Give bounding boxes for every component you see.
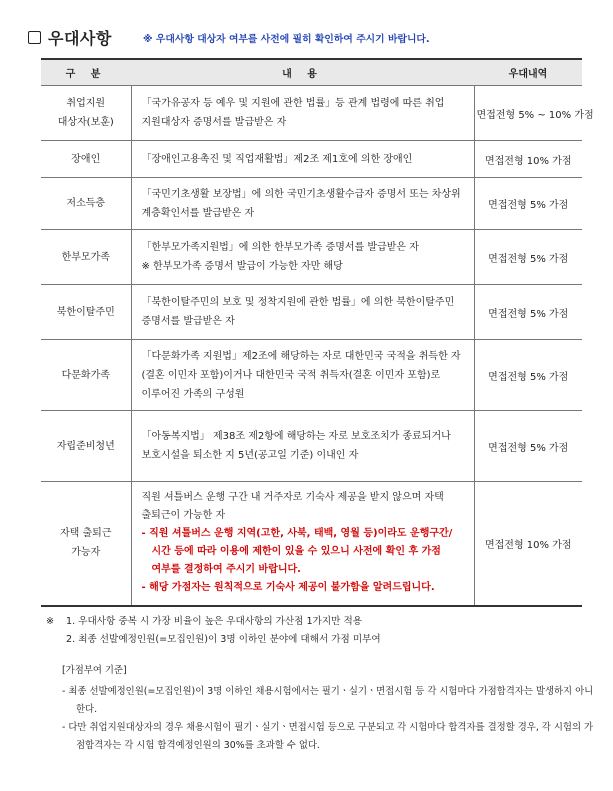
table-row bbox=[41, 482, 582, 606]
warning-text: - 직원 셔틀버스 운행 지역(고한, 사북, 태백, 영월 등)이라도 운행구간/ bbox=[141, 528, 453, 540]
preference-table bbox=[41, 58, 594, 607]
row-category: 한부모가족 bbox=[41, 230, 131, 285]
table-row bbox=[41, 411, 582, 482]
row-benefit: 면접전형 10% 가점 bbox=[474, 482, 582, 606]
warning-text: - 해당 가점자는 원칙적으로 기숙사 제공이 불가함을 알려드립니다. bbox=[141, 582, 435, 594]
row-benefit: 면접전형 5% 가점 bbox=[474, 178, 582, 230]
table-row bbox=[41, 178, 582, 230]
row-content: 「다문화가족 지원법」제2조에 해당하는 자로 대한민국 국적을 취득한 자 (결혼 이민자 포함)이거나 대한민국 국적 취득자(결혼 이민자 포함)로 이루어진 가족의 구성원 bbox=[131, 340, 474, 411]
table-row bbox=[41, 86, 582, 141]
column-header-benefit: 우대내역 bbox=[474, 59, 582, 86]
row-category: 북한이탈주민 bbox=[41, 285, 131, 340]
table-row bbox=[41, 285, 582, 340]
criteria-item: - 최종 선발예정인원(=모집인원)이 3명 이하인 채용시험에서는 필기ㆍ실기ㆍ면접시험 등 각 시험마다 가점합격자는 발생하지 아니한다. bbox=[62, 686, 594, 715]
column-header-category: 구 분 bbox=[41, 59, 131, 86]
warning-text: 시간 등에 따라 이용에 제한이 있을 수 있으니 사전에 확인 후 가점 bbox=[151, 546, 441, 558]
row-content: 직원 셔틀버스 운행 구간 내 거주자로 기숙사 제공을 받지 않으며 자택 출퇴근이 가능한 자 - 직원 셔틀버스 운행 지역(고한, 사북, 태백, 영월 등)이라도 운행구간/ 시간 등에 따라 이용에 제한이 있을 수 있으니 사전에 확인 후 가점 여부를 결정하여 주시기 바랍니다. - 해당 가점자는 원칙적으로 기숙사 제공이 불가함을 알려드립니다. bbox=[131, 482, 474, 606]
row-category: 취업지원 대상자(보훈) bbox=[41, 86, 131, 141]
footnotes bbox=[46, 613, 596, 649]
row-content: 「장애인고용촉진 및 직업재활법」제2조 제1호에 의한 장애인 bbox=[131, 141, 474, 178]
column-header-content: 내 용 bbox=[131, 59, 474, 86]
row-content: 「국민기초생활 보장법」에 의한 국민기초생활수급자 증명서 또는 차상위 계층확인서를 발급받은 자 bbox=[131, 178, 474, 230]
notice-text: ※ 우대사항 대상자 여부를 사전에 필히 확인하여 주시기 바랍니다. bbox=[143, 34, 430, 45]
row-content: 「한부모가족지원법」에 의한 한부모가족 증명서를 발급받은 자 ※ 한부모가족 증명서 발급이 가능한 자만 해당 bbox=[131, 230, 474, 285]
section-header bbox=[28, 26, 598, 50]
row-content: 「북한이탈주민의 보호 및 정착지원에 관한 법률」에 의한 북한이탈주민 증명서를 발급받은 자 bbox=[131, 285, 474, 340]
row-benefit: 면접전형 10% 가점 bbox=[474, 141, 582, 178]
warning-text: 여부를 결정하여 주시기 바랍니다. bbox=[151, 564, 301, 576]
criteria-item: - 다만 취업지원대상자의 경우 채용시험이 필기ㆍ실기ㆍ면접시험 등으로 구분되고 각 시험마다 합격자를 결정할 경우, 각 시험의 가점합격자는 각 시험 합격예정인원의 30%를 초과할 수 없다. bbox=[62, 722, 594, 751]
table-row bbox=[41, 230, 582, 285]
row-benefit: 면접전형 5% 가점 bbox=[474, 340, 582, 411]
row-benefit: 면접전형 5% 가점 bbox=[474, 285, 582, 340]
row-content: 「아동복지법」 제38조 제2항에 해당하는 자로 보호조치가 종료되거나 보호시설을 퇴소한 지 5년(공고일 기준) 이내인 자 bbox=[131, 411, 474, 482]
row-benefit: 면접전형 5% 가점 bbox=[474, 230, 582, 285]
footnote-item: 1. 우대사항 중복 시 가장 비율이 높은 우대사항의 가산점 1가지만 적용 bbox=[66, 616, 362, 627]
table-header-row bbox=[41, 59, 582, 86]
table-row bbox=[41, 141, 582, 178]
row-content: 「국가유공자 등 예우 및 지원에 관한 법률」등 관계 법령에 따른 취업 지원대상자 증명서를 발급받은 자 bbox=[131, 86, 474, 141]
row-category: 다문화가족 bbox=[41, 340, 131, 411]
row-category: 자립준비청년 bbox=[41, 411, 131, 482]
checkbox-square-icon bbox=[28, 31, 41, 44]
row-benefit: 면접전형 5% ~ 10% 가점 bbox=[474, 86, 582, 141]
reference-mark-icon: ※ bbox=[46, 616, 55, 627]
row-benefit: 면접전형 5% 가점 bbox=[474, 411, 582, 482]
row-category: 자택 출퇴근 가능자 bbox=[41, 482, 131, 606]
criteria-heading: [가점부여 기준] bbox=[62, 665, 127, 676]
row-category: 장애인 bbox=[41, 141, 131, 178]
footnote-item: 2. 최종 선발예정인원(=모집인원)이 3명 이하인 분야에 대해서 가점 미부여 bbox=[66, 634, 381, 645]
table-row bbox=[41, 340, 582, 411]
section-title: 우대사항 bbox=[48, 29, 112, 48]
bonus-criteria bbox=[62, 662, 602, 755]
row-category: 저소득층 bbox=[41, 178, 131, 230]
